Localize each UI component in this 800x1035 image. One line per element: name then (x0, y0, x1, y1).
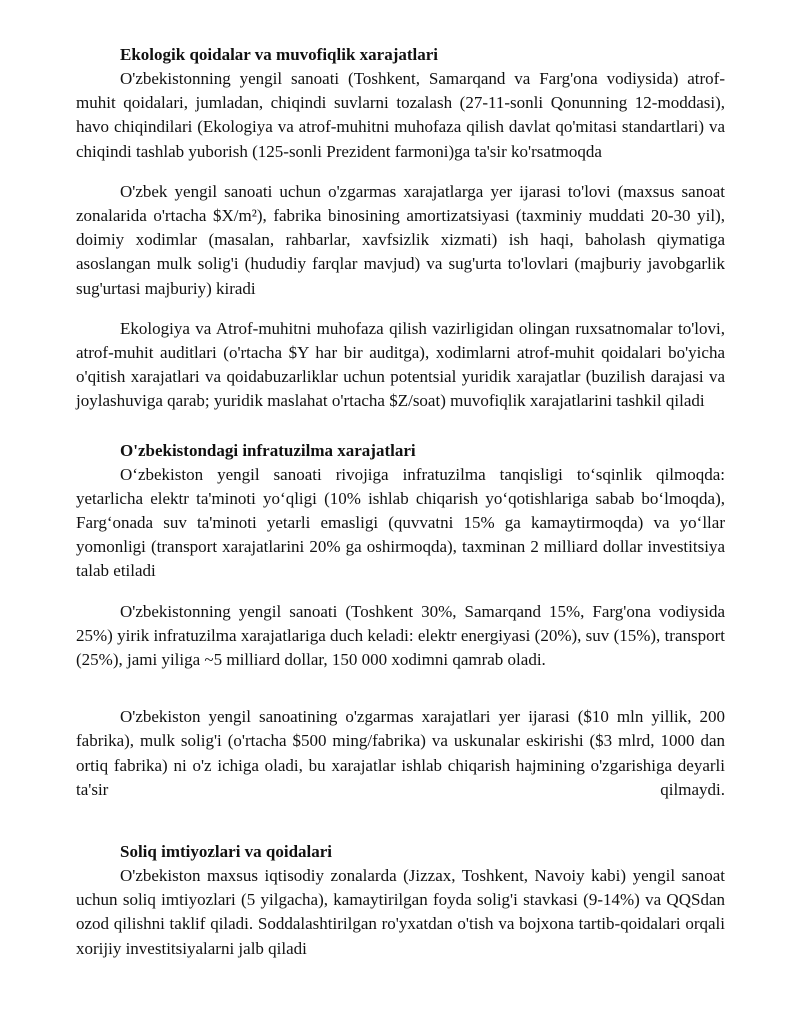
section-heading-environmental: Ekologik qoidalar va muvofiqlik xarajatlari (120, 45, 439, 64)
paragraph-fixed-expenses: O'zbekiston yengil sanoatining o'zgarmas xarajatlari yer ijarasi ($10 mln yillik, 200 fabrika), mulk solig'i (o'rtacha $500 ming/fabrika) va uskunalar eskirishi ($3 mlrd, 1000 dan ortiq fabrika) ni o'z ichiga oladi, bu xarajatlar ishlab chiqarish hajmining o'zgarishiga deyarli ta'sir qilmaydi. (76, 707, 725, 799)
paragraph-fixed-costs: O'zbek yengil sanoati uchun o'zgarmas xarajatlarga yer ijarasi to'lovi (maxsus sanoat zonalarida o'rtacha $X/m²), fabrika binosining amortizatsiyasi (taxminiy muddati 20-30 yil), doimiy xodimlar (masalan, rahbarlar, xavfsizlik xizmati) ish haqi, baholash qiymatiga asoslangan mulk solig'i (hududiy farqlar mavjud) va sug'urta to'lovlari (majburiy javobgarlik sug'urtasi majburiy) kiradi (76, 181, 725, 298)
paragraph-environmental-regulations: O'zbekistonning yengil sanoati (Toshkent, Samarqand va Farg'ona vodiysida) atrof-muhit qoidalari, jumladan, chiqindi suvlarni tozalash (27-11-sonli Qonunning 12-moddasi), havo chiqindilari (Ekologiya va atrof-muhitni muhofaza qilish davlat qo'mitasi standartlari) va chiqindi tashlab yuborish (125-sonli Prezident farmoni)ga ta'sir ko'rsatmoqda (76, 69, 725, 161)
paragraph-gap (76, 164, 725, 180)
section-gap (76, 414, 725, 438)
paragraph-tax-incentives: O'zbekiston maxsus iqtisodiy zonalarda (Jizzax, Toshkent, Navoiy kabi) yengil sanoat uchun soliq imtiyozlari (5 yilgacha), kamaytirilgan foyda solig'i stavkasi (9-14%) va QQSdan ozod qilishni taklif qiladi. Soddalashtirilgan ro'yxatdan o'tish va bojxona tartib-qoidalari orqali xorijiy investitsiyalarni jalb qiladi (76, 866, 725, 958)
paragraph-gap (76, 301, 725, 317)
paragraph-compliance-costs: Ekologiya va Atrof-muhitni muhofaza qilish vazirligidan olingan ruxsatnomalar to'lovi, atrof-muhit auditlari (o'rtacha $Y har bir auditga), xodimlarni atrof-muhit qoidalari bo'yicha o'qitish xarajatlari va qoidabuzarliklar uchun potentsial yuridik xarajatlar (buzilish darajasi va joylashuviga qarab; yuridik maslahat o'rtacha $Z/soat) muvofiqlik xarajatlarini tashkil qiladi (76, 318, 725, 411)
section-gap (76, 802, 725, 839)
paragraph-infrastructure-regions: O'zbekistonning yengil sanoati (Toshkent 30%, Samarqand 15%, Farg'ona vodiysida 25%) yirik infratuzilma xarajatlariga duch keladi: elektr energiyasi (20%), suv (15%), transport (25%), jami yiliga ~5 milliard dollar, 150 000 xodimni qamrab oladi. (76, 601, 725, 670)
paragraph-infrastructure-shortage: O‘zbekiston yengil sanoati rivojiga infratuzilma tanqisligi to‘sqinlik qilmoqda: yetarlicha elektr ta'minoti yo‘qligi (10% ishlab chiqarish yo‘qotishlariga sabab bo‘lmoqda), Farg‘onada suv ta'minoti yetarli emasligi (quvvatni 15% ga kamaytirmoqda) va yo‘llar yomonligi (transport xarajatlarini 20% ga oshirmoqda), taxminan 2 milliard dollar investitsiya talab etiladi (76, 464, 725, 581)
document-page (76, 42, 725, 961)
section-heading-tax: Soliq imtiyozlari va qoidalari (120, 842, 333, 862)
paragraph-gap (76, 584, 725, 600)
paragraph-gap (76, 672, 725, 705)
section-heading-infrastructure: O'zbekistondagi infratuzilma xarajatlari (120, 440, 416, 460)
